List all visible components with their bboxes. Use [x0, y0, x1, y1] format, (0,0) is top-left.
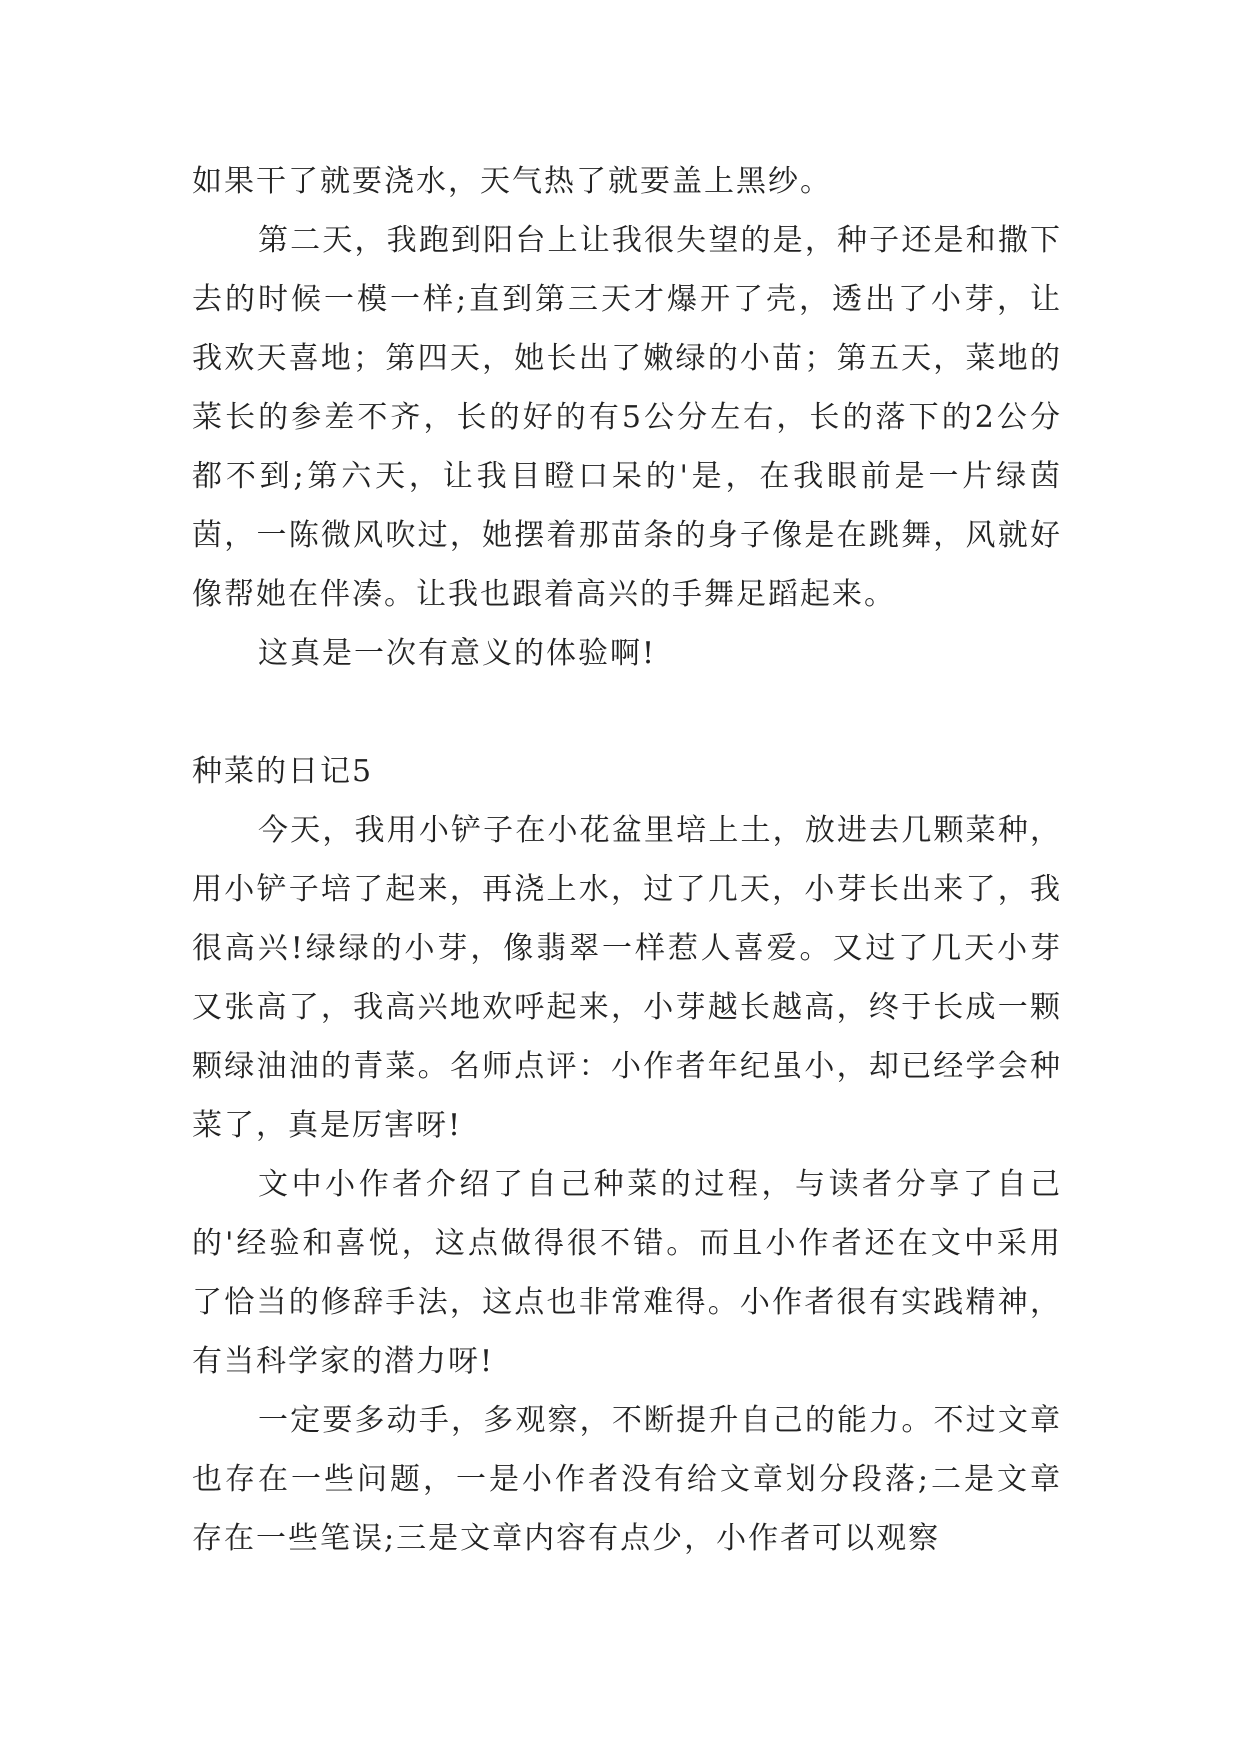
paragraph-today: 今天，我用小铲子在小花盆里培上土，放进去几颗菜种，用小铲子培了起来，再浇上水，过了几天，小芽长出来了，我很高兴!绿绿的小芽，像翡翠一样惹人喜爱。又过了几天小芽又张高了，我高兴地欢呼起来，小芽越长越高，终于长成一颗颗绿油油的青菜。名师点评：小作者年纪虽小，却已经学会种菜了，真是厉害呀!	[192, 813, 1062, 1143]
paragraph-meaningful: 这真是一次有意义的体验啊!	[258, 636, 657, 671]
section-heading: 种菜的日记5	[192, 754, 374, 789]
paragraph-advice: 一定要多动手，多观察，不断提升自己的能力。不过文章也存在一些问题，一是小作者没有给文章划分段落;二是文章存在一些笔误;三是文章内容有点少，小作者可以观察	[192, 1403, 1062, 1556]
paragraph-continuation: 如果干了就要浇水，天气热了就要盖上黑纱。	[192, 164, 832, 199]
paragraph-day-two: 第二天，我跑到阳台上让我很失望的是，种子还是和撒下去的时候一模一样;直到第三天才爆开了壳，透出了小芽，让我欢天喜地；第四天，她长出了嫩绿的小苗；第五天，菜地的菜长的参差不齐，长的好的有5公分左右，长的落下的2公分都不到;第六天，让我目瞪口呆的'是，在我眼前是一片绿茵茵，一陈微风吹过，她摆着那苗条的身子像是在跳舞，风就好像帮她在伴凑。让我也跟着高兴的手舞足蹈起来。	[192, 223, 1062, 612]
paragraph-review: 文中小作者介绍了自己种菜的过程，与读者分享了自己的'经验和喜悦，这点做得很不错。而且小作者还在文中采用了恰当的修辞手法，这点也非常难得。小作者很有实践精神，有当科学家的潜力呀!	[192, 1167, 1062, 1379]
document-body	[192, 152, 1062, 1568]
